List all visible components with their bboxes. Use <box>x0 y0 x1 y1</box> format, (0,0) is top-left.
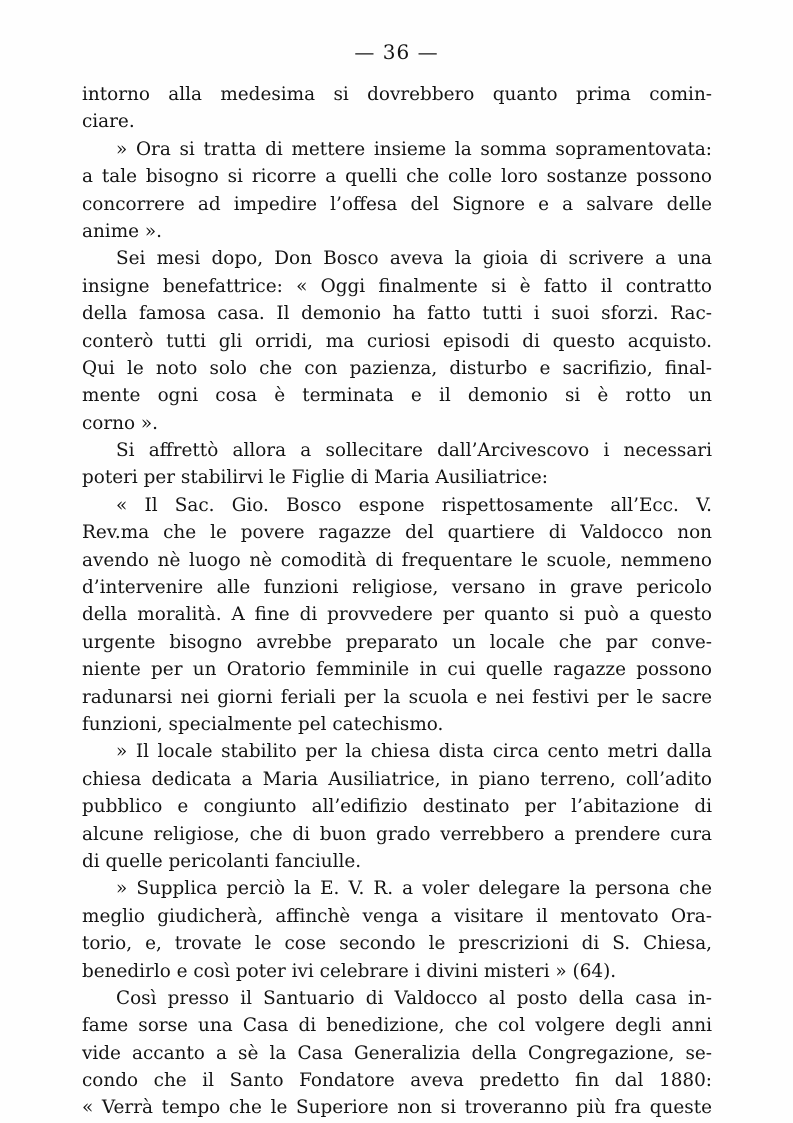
text-line: niente per un Oratorio femminile in cui quelle ragazze possono <box>82 659 712 681</box>
page-number: — 36 — <box>354 40 439 64</box>
text-line: Rev.ma che le povere ragazze del quartiere di Valdocco non <box>82 522 712 544</box>
text-line: vide accanto a sè la Casa Generalizia della Congregazione, se- <box>82 1042 712 1064</box>
text-line: anime ». <box>82 220 162 242</box>
text-line: fame sorse una Casa di benedizione, che col volgere degli anni <box>82 1015 712 1037</box>
text-line: avendo nè luogo nè comodità di frequentare le scuole, nemmeno <box>82 549 712 571</box>
text-line: » Il locale stabilito per la chiesa dista circa cento metri dalla <box>116 741 712 763</box>
text-line: meglio giudicherà, affinchè venga a visitare il mentovato Ora- <box>82 905 712 927</box>
text-line: condo che il Santo Fondatore aveva predetto fin dal 1880: <box>82 1070 712 1092</box>
text-line: torio, e, trovate le cose secondo le prescrizioni di S. Chiesa, <box>82 933 712 955</box>
text-line: funzioni, specialmente pel catechismo. <box>82 713 444 735</box>
text-line: « Il Sac. Gio. Bosco espone rispettosamente all’Ecc. V. <box>116 494 712 516</box>
text-line: della famosa casa. Il demonio ha fatto tutti i suoi sforzi. Rac- <box>82 303 712 325</box>
text-line: pubblico e congiunto all’edifizio destinato per l’abitazione di <box>82 796 712 818</box>
text-line: intorno alla medesima si dovrebbero quanto prima comin- <box>82 84 712 105</box>
body-text <box>82 81 712 1122</box>
text-line: Così presso il Santuario di Valdocco al posto della casa in- <box>116 987 712 1009</box>
text-line: ciare. <box>82 111 135 133</box>
text-line: » Ora si tratta di mettere insieme la somma sopramentovata: <box>116 138 712 160</box>
text-line: alcune religiose, che di buon grado verrebbero a prendere cura <box>82 823 712 845</box>
text-line: a tale bisogno si ricorre a quelli che colle loro sostanze possono <box>82 166 712 188</box>
text-line: conterò tutti gli orridi, ma curiosi episodi di questo acquisto. <box>82 330 712 352</box>
text-line: Sei mesi dopo, Don Bosco aveva la gioia di scrivere a una <box>116 248 712 270</box>
text-line: mente ogni cosa è terminata e il demonio si è rotto un <box>82 385 712 407</box>
text-line: corno ». <box>82 412 159 434</box>
text-line: benedirlo e così poter ivi celebrare i divini misteri » (64). <box>82 960 617 982</box>
text-line: urgente bisogno avrebbe preparato un locale che par conve- <box>82 631 712 653</box>
text-line: concorrere ad impedire l’offesa del Signore e a salvare delle <box>82 193 712 215</box>
text-line: della moralità. A fine di provvedere per quanto si può a questo <box>82 604 712 626</box>
text-line: poteri per stabilirvi le Figlie di Maria Ausiliatrice: <box>82 467 548 489</box>
text-line: radunarsi nei giorni feriali per la scuola e nei festivi per le sacre <box>82 686 712 708</box>
text-line: « Verrà tempo che le Superiore non si troveranno più fra queste <box>82 1097 712 1119</box>
text-line: Si affrettò allora a sollecitare dall’Arcivescovo i necessari <box>116 440 712 462</box>
text-line: chiesa dedicata a Maria Ausiliatrice, in piano terreno, coll’adito <box>82 768 712 790</box>
text-line: di quelle pericolanti fanciulle. <box>82 850 362 872</box>
text-line: » Supplica perciò la E. V. R. a voler delegare la persona che <box>116 878 712 900</box>
text-line: d’intervenire alle funzioni religiose, versano in grave pericolo <box>82 577 712 599</box>
text-line: Qui le noto solo che con pazienza, disturbo e sacrifizio, final- <box>82 357 712 379</box>
text-line: insigne benefattrice: « Oggi finalmente si è fatto il contratto <box>82 275 712 297</box>
